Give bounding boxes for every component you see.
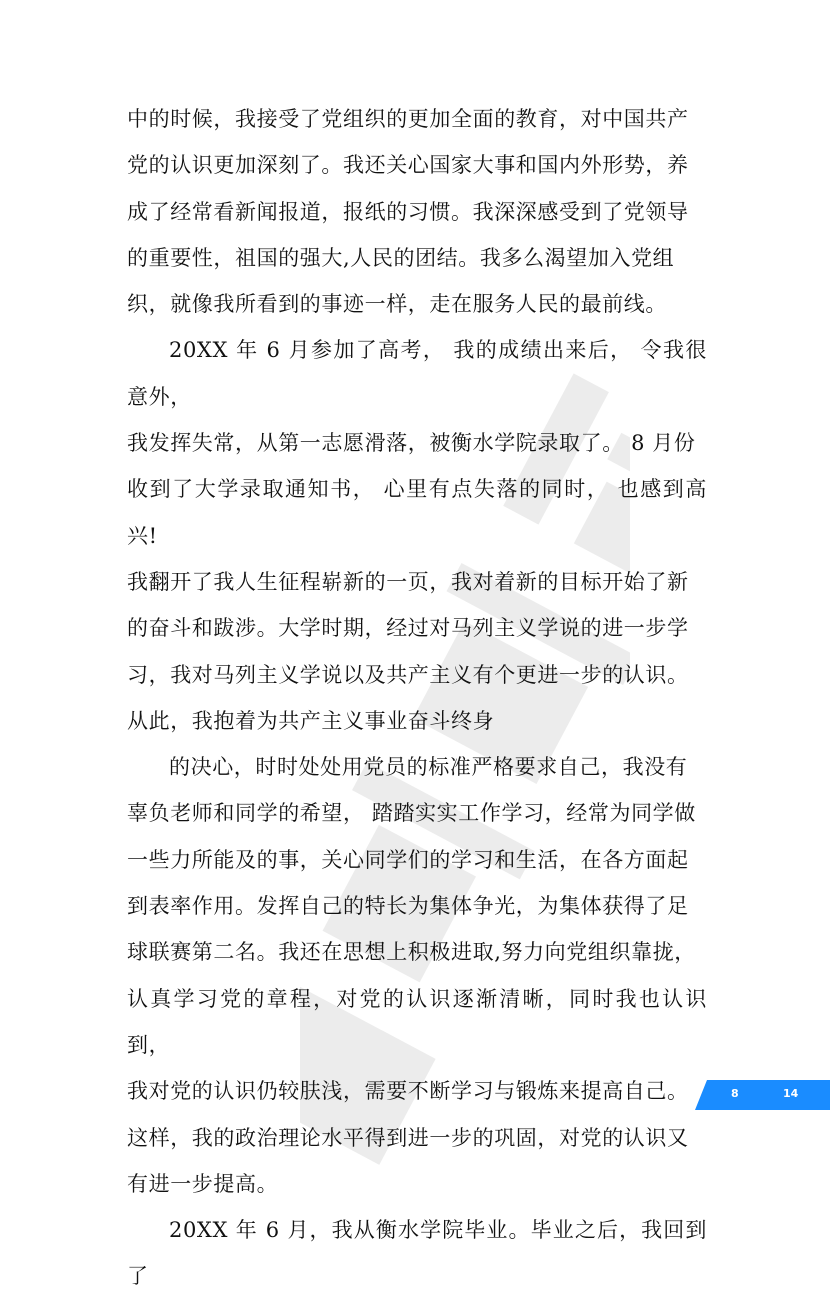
text-line: 一些力所能及的事，关心同学们的学习和生活，在各方面起 xyxy=(127,847,689,872)
paragraph-3 xyxy=(127,744,707,1207)
text-line: 成了经常看新闻报道，报纸的习惯。我深深感受到了党领导 xyxy=(127,199,689,224)
text-line: 的奋斗和跋涉。大学时期，经过对马列主义学说的进一步学 xyxy=(127,616,689,641)
text-line: 认真学习党的章程，对党的认识逐渐清晰，同时我也认识到， xyxy=(127,986,707,1057)
text-line: 20XX 年 6 月参加了高考， 我的成绩出来后， 令我很意外， xyxy=(127,338,707,409)
text-line: 习，我对马列主义学说以及共产主义有个更进一步的认识。 xyxy=(127,662,689,687)
paragraph-1 xyxy=(127,96,707,327)
text-line: 我发挥失常，从第一志愿滑落，被衡水学院录取了。 8 月份 xyxy=(127,431,696,456)
text-line: 的重要性，祖国的强大,人民的团结。我多么渴望加入党组 xyxy=(127,245,675,270)
page-total: 14 xyxy=(783,1087,799,1100)
text-line: 20XX 年 6 月，我从衡水学院毕业。毕业之后，我回到了 xyxy=(127,1218,707,1289)
body-text xyxy=(127,96,707,1300)
text-line: 到表率作用。发挥自己的特长为集体争光，为集体获得了足 xyxy=(127,894,689,919)
footer-band-shape xyxy=(695,1080,830,1110)
text-line: 的决心，时时处处用党员的标准严格要求自己，我没有 xyxy=(169,755,688,780)
page-number: 8 xyxy=(731,1087,739,1100)
text-line: 辜负老师和同学的希望， 踏踏实实工作学习，经常为同学做 xyxy=(127,801,696,826)
text-line: 我对党的认识仍较肤浅，需要不断学习与锻炼来提高自己。 xyxy=(127,1079,689,1104)
paragraph-2 xyxy=(127,327,707,744)
text-line: 收到了大学录取通知书， 心里有点失落的同时， 也感到高兴! xyxy=(127,477,707,548)
text-line: 织，就像我所看到的事迹一样，走在服务人民的最前线。 xyxy=(127,292,667,317)
text-line: 从此，我抱着为共产主义事业奋斗终身 xyxy=(127,708,495,733)
text-line: 球联赛第二名。我还在思想上积极进取,努力向党组织靠拢， xyxy=(127,940,696,965)
text-line: 中的时候，我接受了党组织的更加全面的教育，对中国共产 xyxy=(127,107,689,131)
text-line: 这样，我的政治理论水平得到进一步的巩固，对党的认识又 xyxy=(127,1125,689,1150)
text-line: 有进一步提高。 xyxy=(127,1171,279,1196)
page-footer xyxy=(695,1080,830,1110)
text-line: 我翻开了我人生征程崭新的一页，我对着新的目标开始了新 xyxy=(127,569,689,594)
text-line: 党的认识更加深刻了。我还关心国家大事和国内外形势，养 xyxy=(127,153,689,178)
paragraph-4 xyxy=(127,1207,707,1300)
